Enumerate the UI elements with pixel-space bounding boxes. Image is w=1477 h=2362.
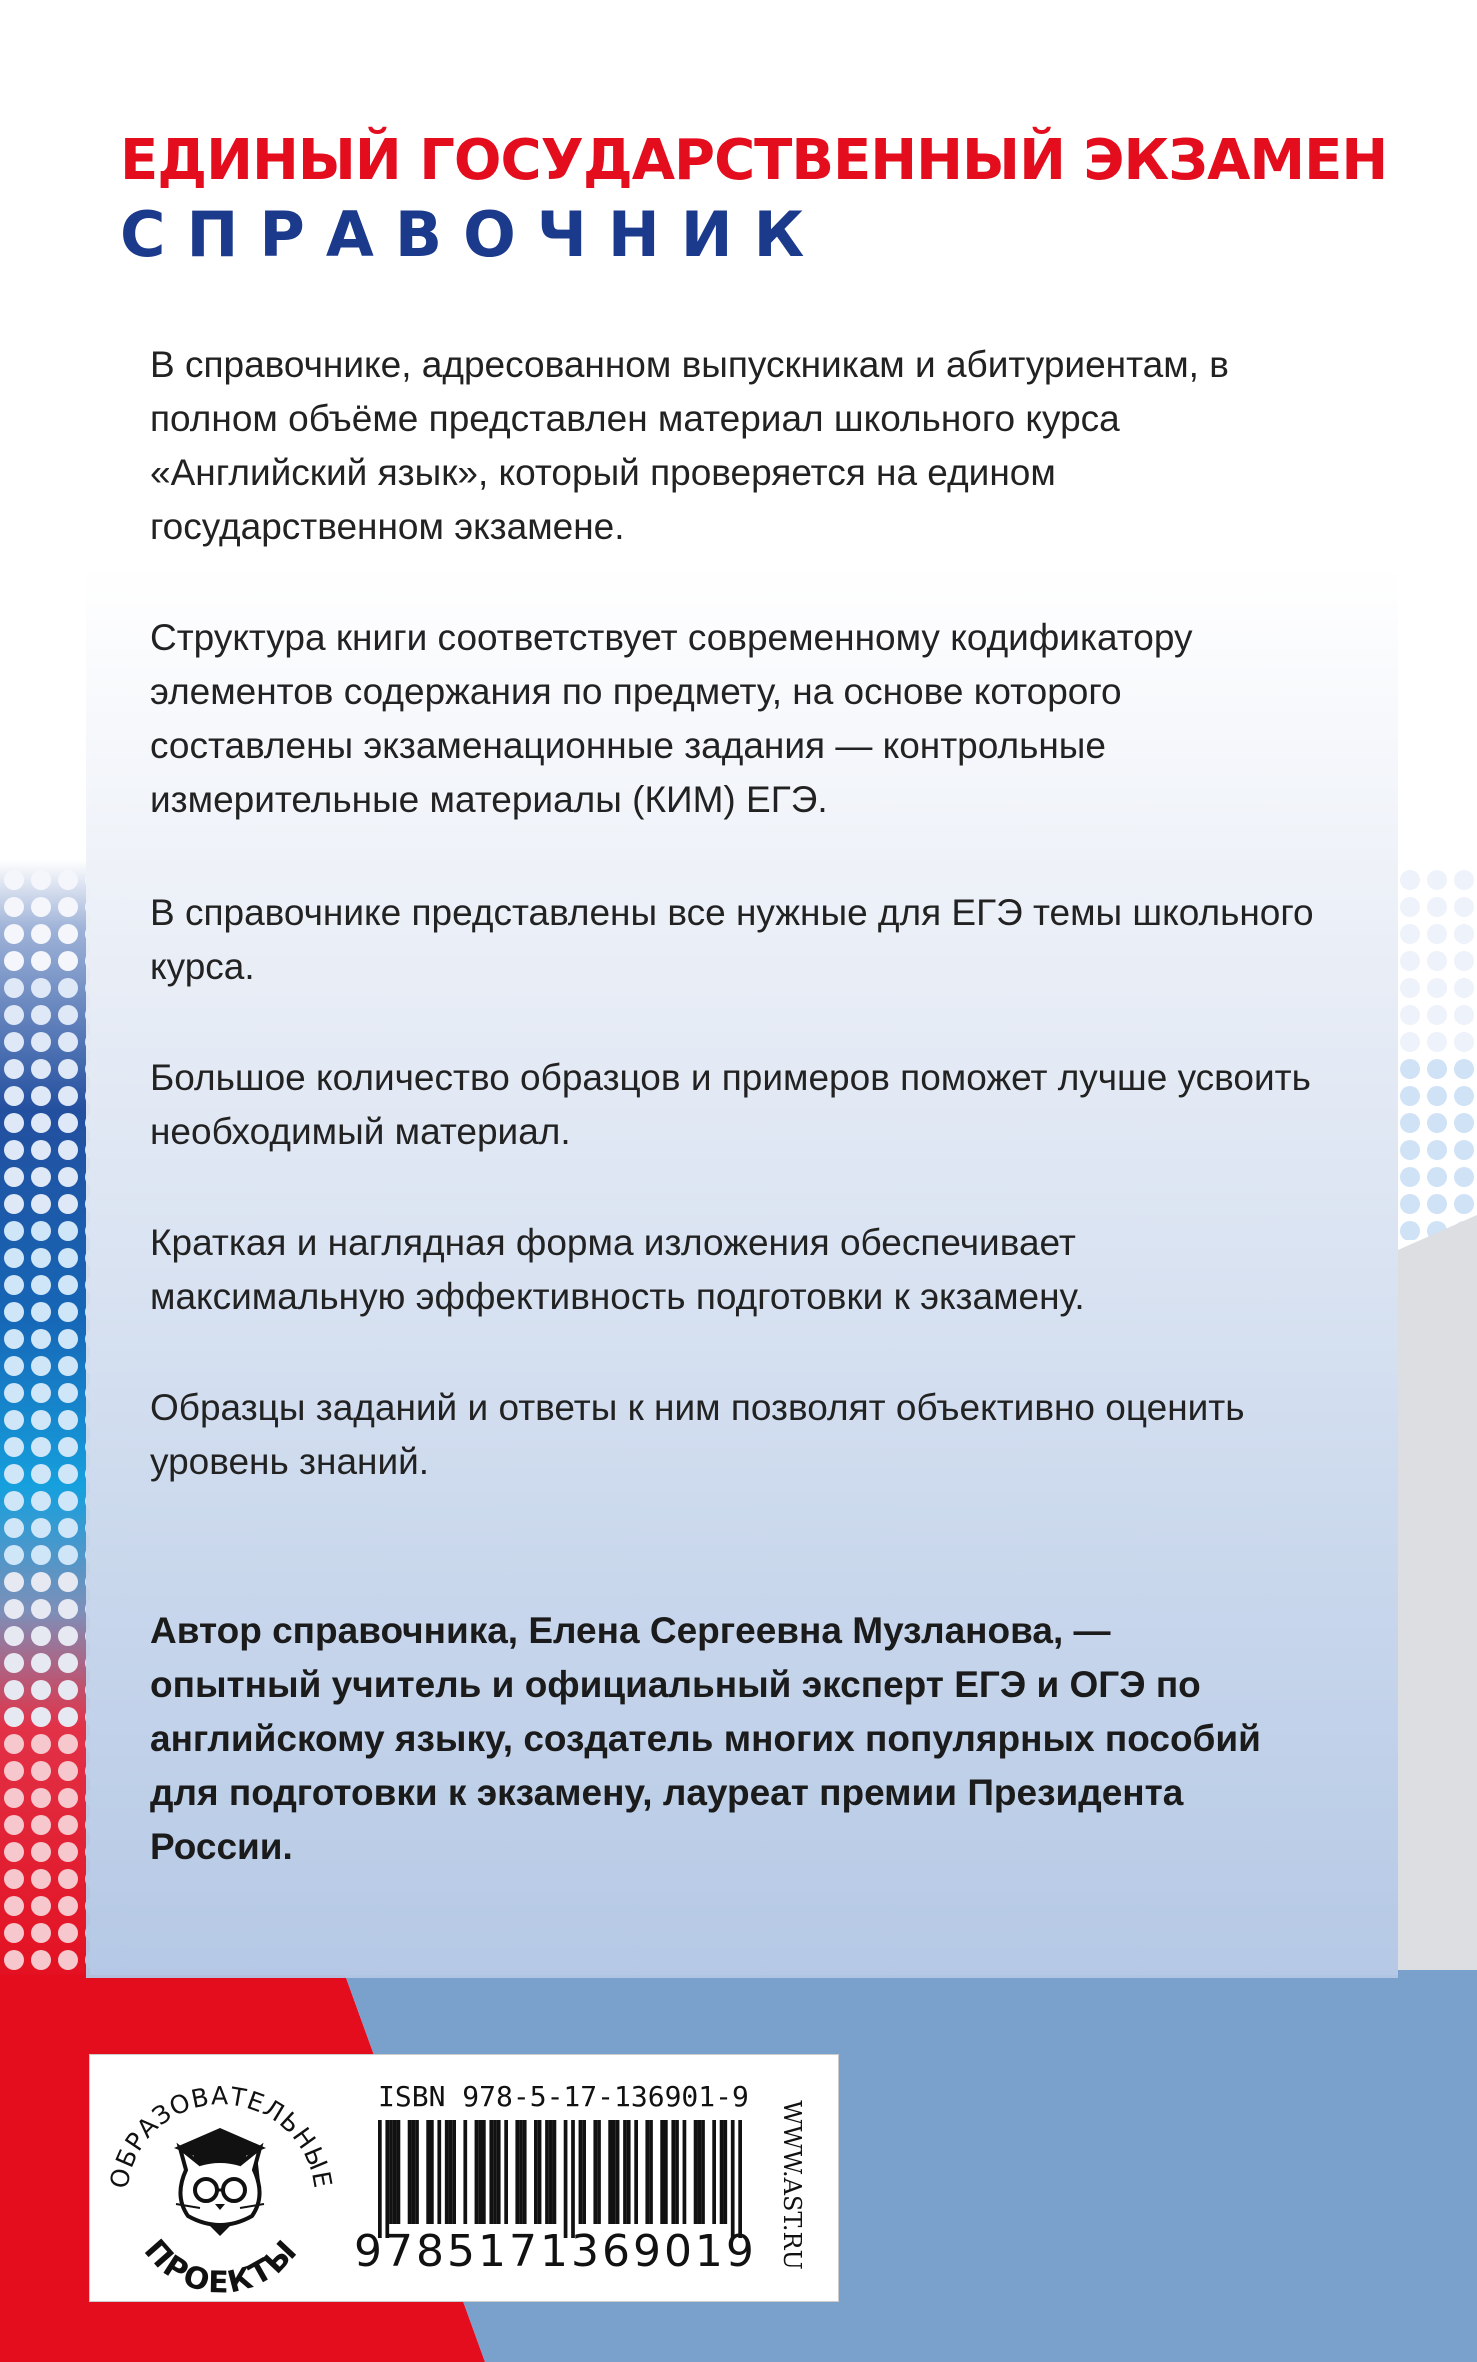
decor-dot <box>58 1302 78 1322</box>
decor-dot <box>4 1653 24 1673</box>
decor-dot <box>58 1734 78 1754</box>
barcode-bar <box>515 2120 519 2224</box>
decor-dot <box>4 870 24 890</box>
decor-dot <box>58 1626 78 1646</box>
decor-dot <box>58 1788 78 1808</box>
decor-dot <box>1427 1032 1447 1052</box>
decor-dot <box>58 1491 78 1511</box>
description-paragraph-3: В справочнике представлены все нужные для ЕГЭ темы школьного курса. <box>150 892 1314 987</box>
logo-text-top: ОБРАЗОВАТЕЛЬНЫЕ <box>104 2081 338 2191</box>
decor-dot <box>58 1167 78 1187</box>
decor-dot <box>4 1356 24 1376</box>
barcode-bar <box>664 2120 668 2224</box>
decor-dot <box>58 1221 78 1241</box>
decor-dot <box>1427 1167 1447 1187</box>
decor-dot <box>1454 1194 1474 1214</box>
decor-dot <box>4 1734 24 1754</box>
barcode-bar <box>612 2120 616 2224</box>
decor-dot <box>4 897 24 917</box>
decor-dot <box>4 1383 24 1403</box>
decor-dot <box>31 951 51 971</box>
decor-dot <box>58 1680 78 1700</box>
decor-dot <box>1400 1221 1420 1241</box>
decor-dot <box>1427 978 1447 998</box>
decor-dot <box>58 1707 78 1727</box>
decor-dot <box>1454 870 1474 890</box>
barcode-bar <box>723 2120 727 2224</box>
decor-dot <box>31 1599 51 1619</box>
decor-dot <box>1400 1140 1420 1160</box>
decor-dot <box>31 1680 51 1700</box>
decor-dot <box>1400 1059 1420 1079</box>
barcode-bar <box>660 2120 664 2224</box>
decor-dot <box>31 1275 51 1295</box>
exam-title: ЕДИНЫЙ ГОСУДАРСТВЕННЫЙ ЭКЗАМЕН <box>120 128 1388 193</box>
decor-dot <box>4 1680 24 1700</box>
barcode-bar <box>553 2120 557 2224</box>
decor-dot <box>4 1032 24 1052</box>
decor-dot <box>1454 951 1474 971</box>
decor-dot <box>1427 1059 1447 1079</box>
decor-dot <box>31 1734 51 1754</box>
decor-dot <box>4 1302 24 1322</box>
decor-dot <box>1454 1140 1474 1160</box>
decor-dot <box>1400 978 1420 998</box>
decor-dot <box>1400 1032 1420 1052</box>
decor-dot <box>31 978 51 998</box>
barcode-bar <box>449 2120 453 2224</box>
description-paragraph-4: Большое количество образцов и примеров поможет лучше усвоить необходимый материал. <box>150 1057 1311 1152</box>
decor-dot <box>4 1923 24 1943</box>
decor-dot <box>4 1626 24 1646</box>
decor-dot <box>58 1410 78 1430</box>
barcode-bar <box>671 2120 675 2224</box>
decor-dot <box>58 1275 78 1295</box>
barcode <box>374 2120 746 2238</box>
decor-dot <box>58 1599 78 1619</box>
decor-dot <box>58 1572 78 1592</box>
decor-dot <box>58 1113 78 1133</box>
barcode-digits: 9785171369019 <box>354 2226 757 2277</box>
decor-dot <box>58 1815 78 1835</box>
decor-dot <box>4 1086 24 1106</box>
decor-dot <box>58 897 78 917</box>
description-paragraph-1: В справочнике, адресованном выпускникам и абитуриентам, в полном объёме представлен материал школьного курса «Английский язык», который проверяется на едином государственном экзамене. <box>150 344 1229 547</box>
decor-dot <box>4 1248 24 1268</box>
decor-dot <box>1454 1005 1474 1025</box>
decor-dot <box>1400 1194 1420 1214</box>
decor-dot <box>4 1005 24 1025</box>
barcode-bar <box>426 2120 430 2224</box>
barcode-bar <box>579 2120 583 2224</box>
decor-dot <box>1427 1140 1447 1160</box>
publisher-logo <box>100 2062 340 2294</box>
decor-dot <box>1427 1194 1447 1214</box>
barcode-bar <box>712 2120 716 2224</box>
decor-dot <box>58 1329 78 1349</box>
decor-dot <box>31 1707 51 1727</box>
decor-dot <box>1454 1059 1474 1079</box>
barcode-bar <box>430 2120 434 2224</box>
decor-dot <box>1400 951 1420 971</box>
decor-dot <box>4 1194 24 1214</box>
isbn-number: ISBN 978-5-17-136901-9 <box>378 2080 749 2113</box>
decor-dot <box>31 1383 51 1403</box>
decor-dot <box>4 924 24 944</box>
decor-dot <box>1454 897 1474 917</box>
barcode-bar <box>645 2120 649 2224</box>
decor-dot <box>31 1194 51 1214</box>
decor-dot <box>1400 897 1420 917</box>
decor-dot <box>31 1545 51 1565</box>
decor-dot <box>1400 870 1420 890</box>
decor-dot <box>31 1842 51 1862</box>
decor-dot <box>4 1221 24 1241</box>
decor-dot <box>1400 1113 1420 1133</box>
decor-dot <box>31 924 51 944</box>
barcode-bar <box>608 2120 612 2224</box>
decor-dot <box>1427 897 1447 917</box>
barcode-bar <box>549 2120 553 2224</box>
barcode-bar <box>393 2120 397 2224</box>
barcode-bar <box>634 2120 638 2224</box>
author-paragraph: Автор справочника, Елена Сергеевна Музланова, — опытный учитель и официальный эксперт ЕГЭ и ОГЭ по английскому языку, создатель многих популярных пособий для подготовки к экзамену, лауреат премии Президента России. <box>150 1610 1261 1867</box>
barcode-bar <box>482 2120 486 2224</box>
decor-dot <box>58 1248 78 1268</box>
decor-dot <box>31 1302 51 1322</box>
barcode-bar <box>675 2120 679 2224</box>
decor-dot <box>1454 924 1474 944</box>
description-paragraph-2: Структура книги соответствует современному кодификатору элементов содержания по предмету, на основе которого составлены экзаменационные задания — контрольные измерительные материалы (КИМ) ЕГЭ. <box>150 617 1193 820</box>
description-paragraph-6: Образцы заданий и ответы к ним позволят объективно оценить уровень знаний. <box>150 1387 1245 1482</box>
decor-dot <box>1427 951 1447 971</box>
publisher-website: WWW.AST.RU <box>778 2100 806 2270</box>
barcode-bar <box>582 2120 586 2224</box>
decor-dot <box>58 1653 78 1673</box>
decor-dot <box>31 1464 51 1484</box>
barcode-bar <box>571 2120 575 2238</box>
barcode-bar <box>415 2120 419 2224</box>
decor-dot <box>58 870 78 890</box>
decor-dot <box>58 978 78 998</box>
decor-dot <box>58 1356 78 1376</box>
decor-dot <box>1427 924 1447 944</box>
decor-dot <box>4 1518 24 1538</box>
barcode-bar <box>411 2120 415 2224</box>
barcode-bar <box>683 2120 687 2224</box>
decor-dot <box>58 1842 78 1862</box>
decor-dot <box>31 1518 51 1538</box>
logo-text-bottom: ПРОЕКТЫ <box>136 2232 306 2294</box>
barcode-bar <box>523 2120 527 2224</box>
barcode-bar <box>697 2120 701 2224</box>
barcode-bar <box>731 2120 735 2238</box>
decor-dot <box>4 1437 24 1457</box>
barcode-bar <box>623 2120 627 2224</box>
decor-dot <box>31 1410 51 1430</box>
barcode-bar <box>437 2120 441 2224</box>
svg-text:ПРОЕКТЫ <box>137 2233 305 2294</box>
barcode-bar <box>397 2120 401 2224</box>
decor-dot <box>58 1869 78 1889</box>
decor-dot <box>31 1923 51 1943</box>
barcode-bar <box>616 2120 620 2224</box>
decor-dot <box>58 1005 78 1025</box>
decor-dot <box>31 1140 51 1160</box>
decor-dot <box>58 1923 78 1943</box>
decor-dot <box>4 1140 24 1160</box>
book-type-title: СПРАВОЧНИК <box>120 198 826 271</box>
decor-dot <box>1454 978 1474 998</box>
description-paragraph-5: Краткая и наглядная форма изложения обеспечивает максимальную эффективность подготовки к экзамену. <box>150 1222 1085 1317</box>
decor-dot <box>31 1032 51 1052</box>
barcode-bar <box>504 2120 508 2224</box>
decor-dot <box>31 1356 51 1376</box>
barcode-bar <box>519 2120 523 2224</box>
decor-dot <box>58 1545 78 1565</box>
decor-dot <box>4 1788 24 1808</box>
decor-dot <box>31 1248 51 1268</box>
decor-dot <box>31 1329 51 1349</box>
decor-dot <box>1427 1005 1447 1025</box>
decor-dot <box>1400 1167 1420 1187</box>
barcode-bar <box>545 2120 549 2224</box>
barcode-bar <box>720 2120 724 2224</box>
barcode-bar <box>445 2120 449 2224</box>
barcode-bar <box>452 2120 456 2224</box>
barcode-bar <box>627 2120 631 2224</box>
decor-dot <box>4 1113 24 1133</box>
decor-dot <box>1400 924 1420 944</box>
decor-dot <box>58 1194 78 1214</box>
decor-dot <box>31 1815 51 1835</box>
decor-dot <box>31 1086 51 1106</box>
decor-dot <box>31 1059 51 1079</box>
barcode-bar <box>493 2120 497 2224</box>
decor-dot <box>31 1761 51 1781</box>
decor-dot <box>31 870 51 890</box>
decor-dot <box>31 1491 51 1511</box>
decor-dot <box>1400 1005 1420 1025</box>
decor-dot <box>4 1950 24 1970</box>
decor-dot <box>4 1599 24 1619</box>
barcode-bar <box>593 2120 597 2224</box>
cat-with-graduation-cap-icon <box>174 2128 266 2236</box>
decor-dot <box>4 978 24 998</box>
decor-dot <box>31 1221 51 1241</box>
barcode-bar <box>649 2120 653 2224</box>
decor-dot <box>4 1761 24 1781</box>
decor-dot <box>58 1464 78 1484</box>
decor-dot <box>31 1626 51 1646</box>
decor-dot <box>58 1437 78 1457</box>
decor-dot <box>4 1545 24 1565</box>
decor-dot <box>4 1842 24 1862</box>
barcode-bar <box>385 2120 389 2238</box>
barcode-bar <box>497 2120 501 2224</box>
decor-dot <box>4 1329 24 1349</box>
decor-dot <box>4 1707 24 1727</box>
barcode-bar <box>564 2120 568 2238</box>
decor-dot <box>31 1896 51 1916</box>
barcode-bar <box>475 2120 479 2224</box>
decor-dot <box>1427 1086 1447 1106</box>
barcode-bar <box>378 2120 382 2238</box>
decor-dot <box>1454 1086 1474 1106</box>
decor-dot <box>4 1167 24 1187</box>
decor-dot <box>31 1005 51 1025</box>
decor-dot <box>1427 870 1447 890</box>
decor-dot <box>4 1572 24 1592</box>
barcode-bar <box>489 2120 493 2224</box>
decor-dot <box>58 1059 78 1079</box>
decor-dot <box>4 1059 24 1079</box>
decor-dot <box>31 1950 51 1970</box>
decor-dot <box>31 897 51 917</box>
decor-dot <box>31 1167 51 1187</box>
barcode-bar <box>694 2120 698 2224</box>
decor-dot <box>4 1464 24 1484</box>
decor-dot <box>31 1113 51 1133</box>
decor-dot <box>58 1950 78 1970</box>
decor-dot <box>31 1788 51 1808</box>
decor-dot <box>31 1653 51 1673</box>
decor-dot <box>1454 1167 1474 1187</box>
decor-dot <box>58 951 78 971</box>
decor-dot <box>4 1410 24 1430</box>
decor-dot <box>4 1815 24 1835</box>
decor-dot <box>4 951 24 971</box>
decor-dot <box>4 1869 24 1889</box>
barcode-bar <box>478 2120 482 2224</box>
decor-dot <box>58 1086 78 1106</box>
decor-dot <box>58 1032 78 1052</box>
barcode-bar <box>597 2120 601 2224</box>
decor-dot <box>58 1896 78 1916</box>
barcode-bar <box>408 2120 412 2224</box>
decor-dot <box>4 1896 24 1916</box>
decor-dot <box>1454 1032 1474 1052</box>
decor-dot <box>31 1869 51 1889</box>
decor-dot <box>58 1518 78 1538</box>
decor-dot <box>1454 1113 1474 1133</box>
barcode-bar <box>463 2120 467 2224</box>
decor-dot <box>1400 1086 1420 1106</box>
decor-dot <box>4 1491 24 1511</box>
barcode-bar <box>538 2120 542 2224</box>
barcode-bar <box>389 2120 393 2224</box>
decor-dot <box>31 1572 51 1592</box>
decor-dot <box>58 1140 78 1160</box>
decor-dot <box>4 1275 24 1295</box>
decor-dot <box>31 1437 51 1457</box>
barcode-bar <box>534 2120 538 2224</box>
decor-dot <box>1427 1113 1447 1133</box>
decor-dot <box>58 1383 78 1403</box>
decor-dot <box>58 924 78 944</box>
decor-dot <box>58 1761 78 1781</box>
barcode-bar <box>738 2120 742 2238</box>
barcode-bar <box>701 2120 705 2224</box>
